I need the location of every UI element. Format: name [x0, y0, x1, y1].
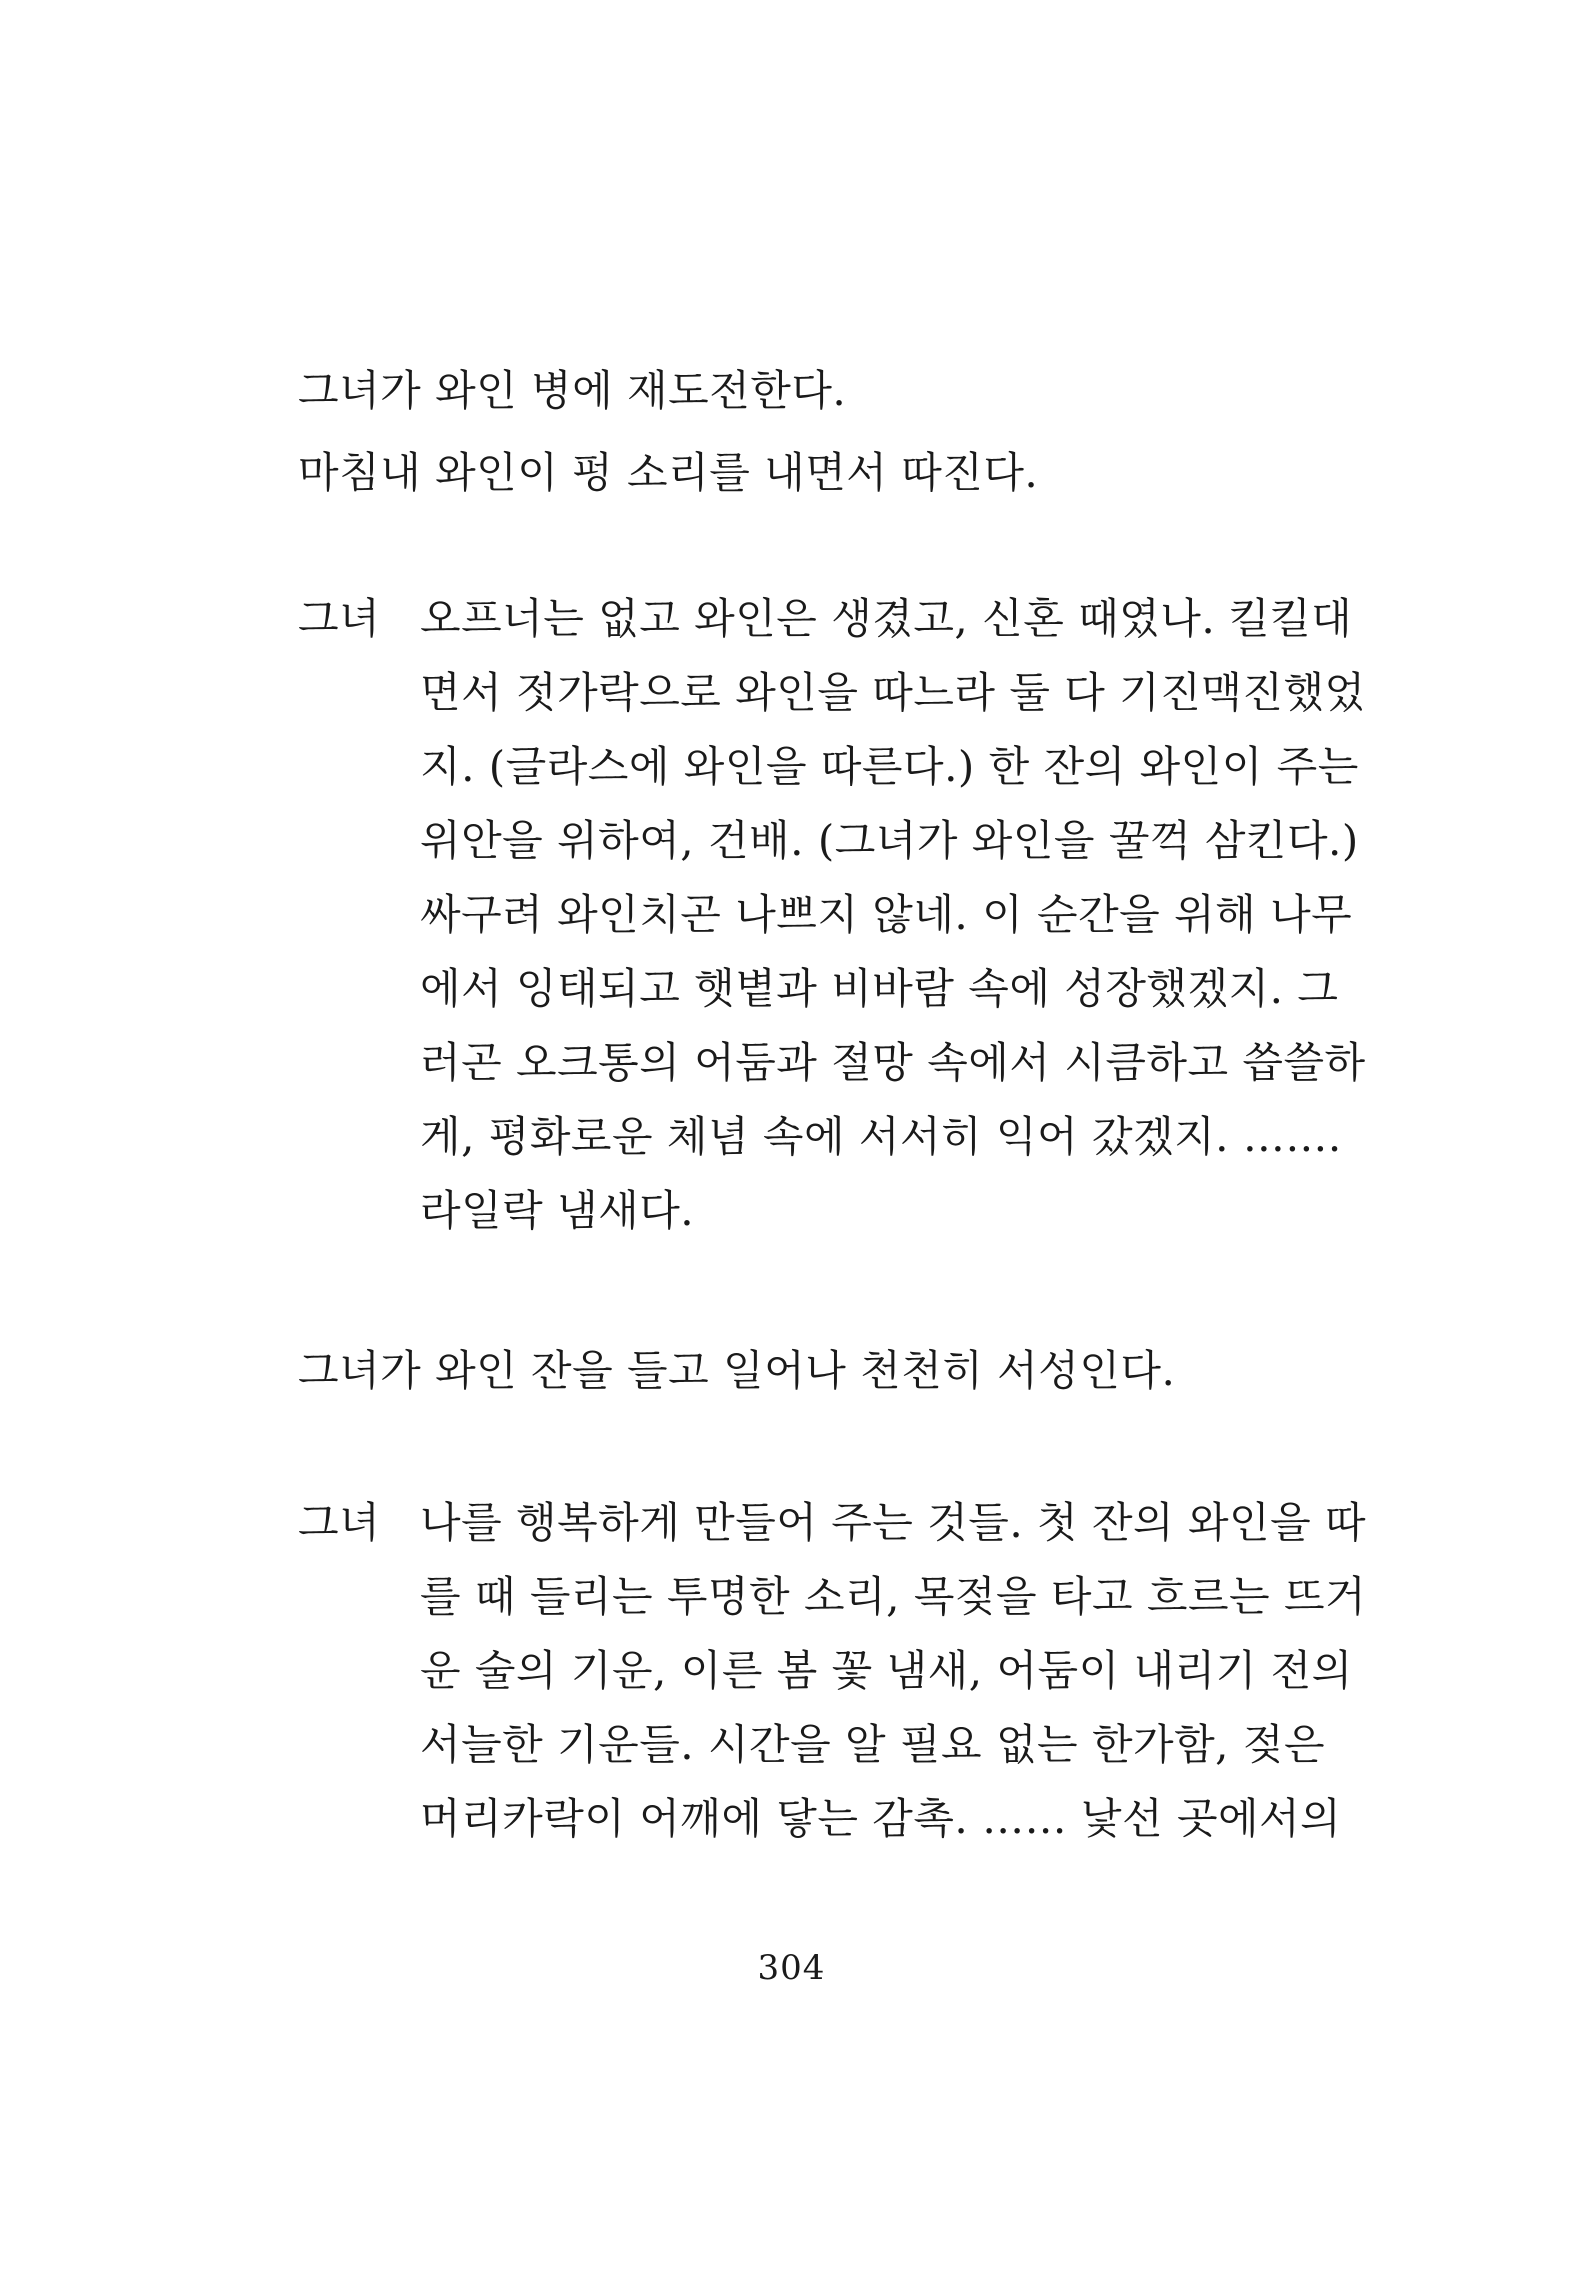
stage-direction: 마침내 와인이 펑 소리를 내면서 따진다. — [298, 448, 1039, 497]
dialogue-line: 지. (글라스에 와인을 따른다.) 한 잔의 와인이 주는 — [420, 742, 1359, 791]
speaker-name: 그녀 — [298, 594, 381, 643]
speaker-name: 그녀 — [298, 1498, 381, 1547]
dialogue-line: 를 때 들리는 투명한 소리, 목젖을 타고 흐르는 뜨거 — [420, 1572, 1367, 1621]
dialogue-line: 러곤 오크통의 어둠과 절망 속에서 시큼하고 씁쓸하 — [420, 1038, 1366, 1087]
stage-direction: 그녀가 와인 잔을 들고 일어나 천천히 서성인다. — [298, 1346, 1176, 1395]
dialogue-line: 나를 행복하게 만들어 주는 것들. 첫 잔의 와인을 따 — [420, 1498, 1367, 1547]
dialogue-line: 위안을 위하여, 건배. (그녀가 와인을 꿀꺽 삼킨다.) — [420, 816, 1359, 865]
page-number: 304 — [757, 1948, 826, 1988]
dialogue-line: 머리카락이 어깨에 닿는 감촉. …… 낯선 곳에서의 — [420, 1794, 1342, 1843]
dialogue-line: 면서 젓가락으로 와인을 따느라 둘 다 기진맥진했었 — [420, 668, 1366, 717]
dialogue-line: 라일락 냄새다. — [420, 1186, 695, 1235]
stage-direction: 그녀가 와인 병에 재도전한다. — [298, 366, 847, 415]
dialogue-line: 오프너는 없고 와인은 생겼고, 신혼 때였나. 킬킬대 — [420, 594, 1353, 643]
dialogue-line: 운 술의 기운, 이른 봄 꽃 냄새, 어둠이 내리기 전의 — [420, 1646, 1353, 1695]
dialogue-line: 게, 평화로운 체념 속에 서서히 익어 갔겠지. ……. — [420, 1112, 1342, 1161]
dialogue-line: 에서 잉태되고 햇볕과 비바람 속에 성장했겠지. 그 — [420, 964, 1339, 1013]
dialogue-line: 서늘한 기운들. 시간을 알 필요 없는 한가함, 젖은 — [420, 1720, 1326, 1769]
dialogue-line: 싸구려 와인치곤 나쁘지 않네. 이 순간을 위해 나무 — [420, 890, 1353, 939]
